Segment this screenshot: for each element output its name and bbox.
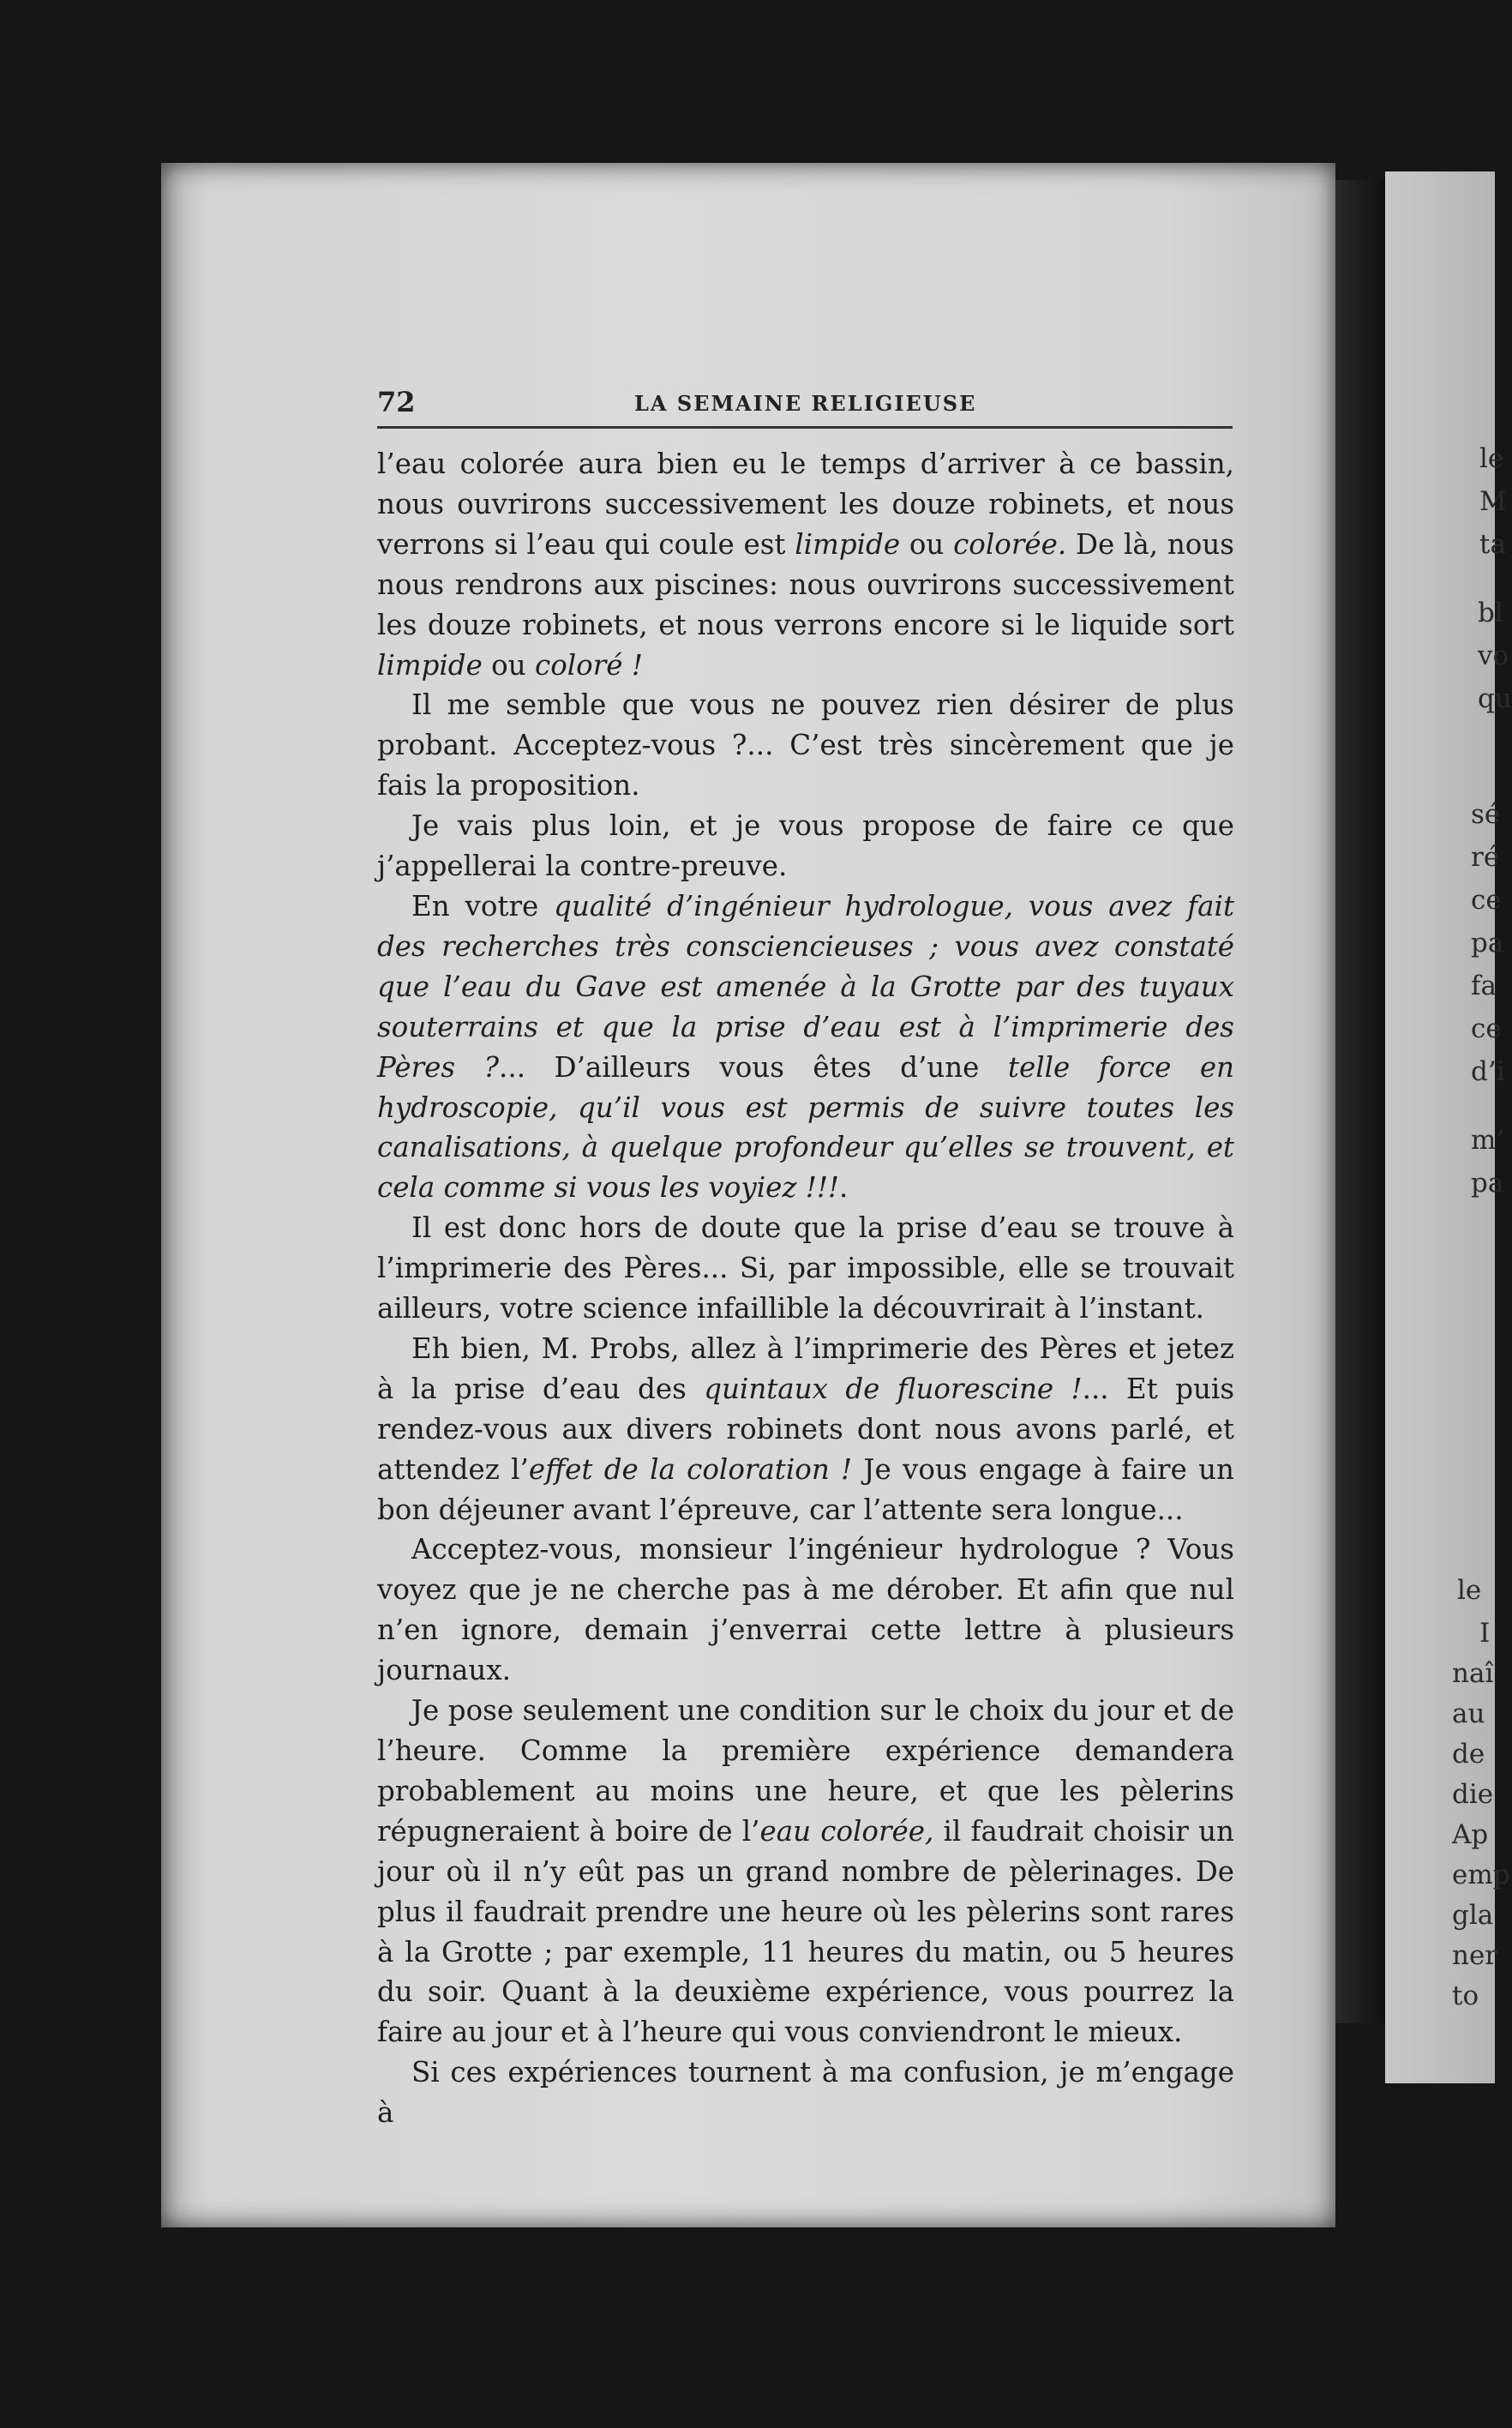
body-text — [377, 444, 1234, 2133]
text-run: ou — [482, 648, 536, 682]
paragraph — [377, 2052, 1234, 2133]
italic-text: quintaux de fluorescine ! — [704, 1372, 1083, 1405]
text-run: ... Et puis rendez-vous aux divers robinets dont nous avons parlé, et attendez l’ — [377, 1372, 1235, 1486]
adjacent-page-fragment: ce — [1471, 1013, 1502, 1044]
paragraph — [377, 1530, 1234, 1691]
italic-text: telle force en hydroscopie, qu’il vous est permis de suivre toutes les canalisations, à quelque profondeur qu’elles se trouvent, et cela comme si vous les voyiez !!! — [377, 1050, 1234, 1205]
text-run: Si ces expériences tournent à ma confusion, je m’engage à — [377, 2056, 1234, 2130]
text-run: l’eau colorée aura bien eu le temps d’arriver à ce bassin, nous ouvrirons successivement les douze robinets, et nous verrons si l’eau qui coule est — [377, 448, 1234, 561]
italic-text: limpide — [795, 527, 901, 561]
adjacent-page-fragment: Ap — [1452, 1819, 1489, 1850]
italic-text: eau colorée, — [759, 1814, 934, 1848]
adjacent-page-fragment: qu — [1478, 683, 1512, 714]
adjacent-page-fragment: de — [1452, 1739, 1485, 1770]
paragraph — [377, 806, 1234, 886]
paragraph — [377, 1329, 1234, 1530]
adjacent-page-fragment: fa — [1471, 971, 1497, 1001]
adjacent-page-fragment: le — [1479, 443, 1504, 474]
text-run: ... D’ailleurs vous êtes d’une — [499, 1050, 1008, 1084]
italic-text: limpide — [377, 648, 483, 682]
adjacent-page-fragment: naî — [1452, 1658, 1494, 1689]
adjacent-page-fragment: emp — [1452, 1860, 1510, 1890]
adjacent-page-fragment: vo — [1478, 640, 1509, 671]
text-run: Il me semble que vous ne pouvez rien désirer de plus probant. Acceptez-vous ?... C’est très sincèrement que je fais la proposition. — [377, 688, 1234, 802]
adjacent-page-fragment: pa — [1471, 1168, 1504, 1199]
page-header — [377, 386, 1234, 420]
paragraph — [377, 886, 1234, 1208]
adjacent-page-fragment: le — [1457, 1575, 1482, 1606]
running-title: LA SEMAINE RELIGIEUSE — [634, 391, 977, 416]
page-number: 72 — [377, 386, 416, 418]
paragraph — [377, 685, 1234, 806]
adjacent-page-fragment: d’i — [1471, 1056, 1505, 1087]
text-run: Il est donc hors de doute que la prise d’eau se trouve à l’imprimerie des Pères... Si, par impossible, elle se trouvait ailleurs, votre science infaillible la découvrirait à l’instant. — [377, 1211, 1234, 1325]
italic-text: colorée. — [953, 527, 1067, 561]
paragraph — [377, 444, 1234, 685]
text-run: En votre — [411, 889, 555, 923]
text-run: Je vous engage à faire un bon déjeuner avant l’épreuve, car l’attente sera longue... — [377, 1452, 1234, 1526]
paragraph — [377, 1208, 1234, 1329]
text-run: Acceptez-vous, monsieur l’ingénieur hydrologue ? Vous voyez que je ne cherche pas à me dérober. Et afin que nul n’en ignore, demain j’enverrai cette lettre à plusieurs journaux. — [377, 1533, 1234, 1687]
adjacent-page-fragment: sé — [1471, 799, 1501, 830]
text-run: Je pose seulement une condition sur le choix du jour et de l’heure. Comme la première expérience demandera probablement au moins une heure, et que les pèlerins répugneraient à boire de l’ — [377, 1694, 1234, 1848]
adjacent-page-fragment: ner — [1452, 1940, 1498, 1971]
italic-text: qualité d’ingénieur hydrologue, vous avez fait des recherches très consciencieuses ; vous avez constaté que l’eau du Gave est amenée à la Grotte par des tuyaux souterrains et que la prise d’eau est à l’imprimerie des Pères ? — [377, 889, 1234, 1084]
adjacent-page-fragment: au — [1452, 1698, 1485, 1729]
text-run: il faudrait choisir un jour où il n’y eût pas un grand nombre de pèlerinages. De plus il faudrait prendre une heure où les pèlerins sont rares à la Grotte ; par exemple, 11 heures du matin, ou 5 heures du soir. Quant à la deuxième expérience, vous pourrez la faire au jour et à l’heure qui vous conviendront le mieux. — [377, 1814, 1234, 2049]
adjacent-page-fragment: M — [1479, 486, 1507, 517]
adjacent-page-fragment: ré — [1471, 842, 1500, 873]
adjacent-page-fragment: die — [1452, 1779, 1494, 1810]
adjacent-page-fragment: ce — [1471, 885, 1502, 916]
text-run: Je vais plus loin, et je vous propose de faire ce que j’appellerai la contre-preuve. — [377, 809, 1234, 883]
text-run: ou — [900, 527, 954, 561]
book-gutter — [1335, 180, 1385, 2023]
adjacent-page-fragment: ta — [1479, 529, 1506, 560]
adjacent-page-fragment: to — [1452, 1980, 1479, 2011]
text-run: De là, nous nous rendrons aux piscines: nous ouvrirons successivement les douze robinets, et nous verrons encore si le liquide sort — [377, 527, 1234, 641]
adjacent-page-fragment: gla — [1452, 1900, 1494, 1931]
text-run: . — [838, 1171, 849, 1205]
adjacent-page-fragment: bl — [1478, 598, 1503, 628]
adjacent-page-fragment: m’ — [1471, 1125, 1505, 1156]
adjacent-page-fragment: I — [1479, 1618, 1491, 1649]
italic-text: effet de la coloration ! — [528, 1452, 853, 1486]
text-run: Eh bien, M. Probs, allez à l’imprimerie des Pères et jetez à la prise d’eau des — [377, 1331, 1234, 1405]
italic-text: coloré ! — [535, 648, 643, 682]
adjacent-page-fragment: pa — [1471, 928, 1504, 959]
header-rule — [377, 426, 1233, 429]
paragraph — [377, 1691, 1234, 2052]
